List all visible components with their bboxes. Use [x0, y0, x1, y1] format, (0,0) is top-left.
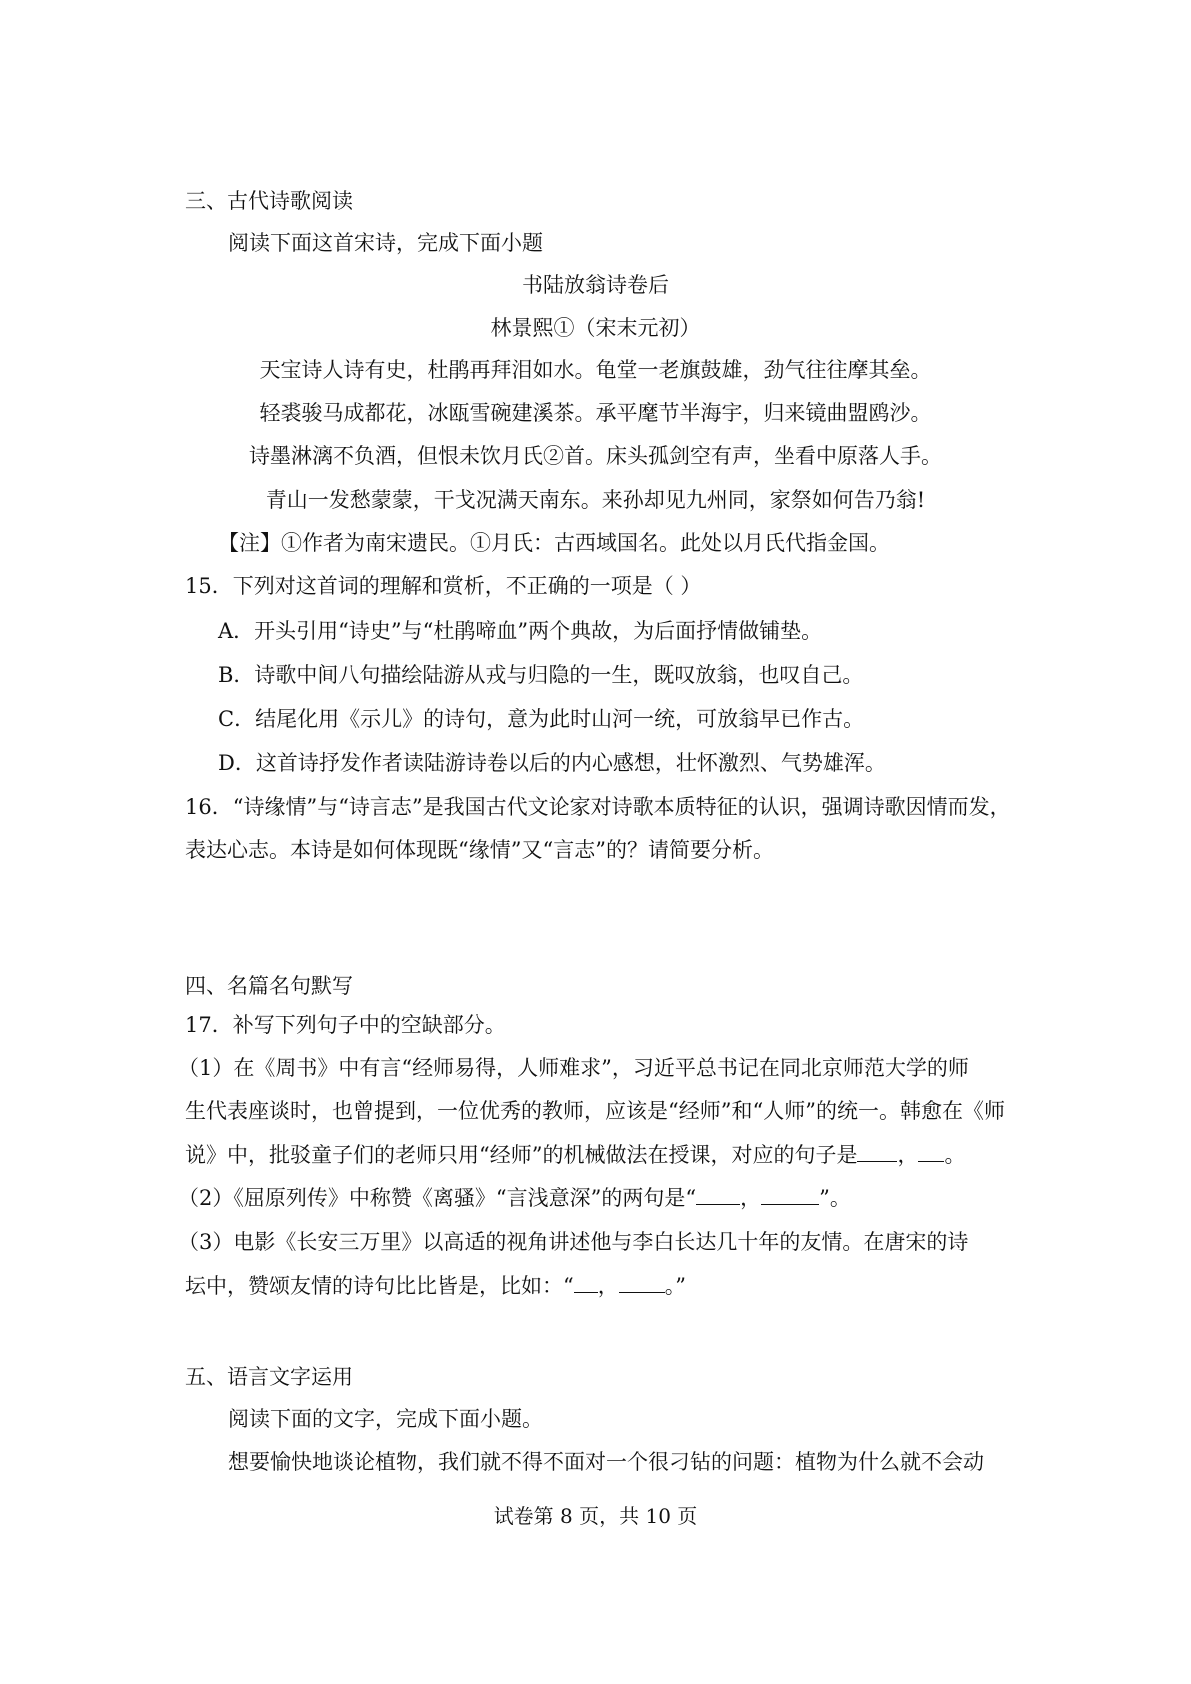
poem-line: 轻裘骏马成都花，冰瓯雪碗建溪茶。承平麾节半海宇，归来镜曲盟鸥沙。 — [259, 401, 932, 425]
question-17-part3-line — [185, 1272, 686, 1300]
poem-line: 诗墨淋漓不负酒，但恨未饮月氏②首。床头孤剑空有声，坐看中原落人手。 — [249, 444, 942, 468]
question-15-option-c: C．结尾化用《示儿》的诗句，意为此时山河一统，可放翁早已作古。 — [218, 707, 865, 731]
quote-open: “ — [563, 1274, 574, 1298]
question-17-part3-line: （3）电影《长安三万里》以高适的视角讲述他与李白长达几十年的友情。在唐宋的诗 — [178, 1230, 969, 1254]
answer-blank[interactable] — [857, 1141, 897, 1162]
separator: 。 — [944, 1143, 966, 1167]
quote-close: ”。 — [819, 1186, 851, 1210]
question-17-part2-line — [178, 1184, 851, 1212]
section-intro: 阅读下面这首宋诗，完成下面小题 — [228, 231, 543, 255]
question-17-part1-line: （1）在《周书》中有言“经师易得，人师难求”，习近平总书记在同北京师范大学的师 — [178, 1056, 969, 1080]
question-17-part3-text: 坛中，赞颂友情的诗句比比皆是，比如： — [185, 1274, 563, 1298]
section-heading-poetry: 三、古代诗歌阅读 — [185, 189, 353, 213]
question-15-option-a: A．开头引用“诗史”与“杜鹃啼血”两个典故，为后面抒情做铺垫。 — [218, 619, 823, 643]
question-16-line: 16．“诗缘情”与“诗言志”是我国古代文论家对诗歌本质特征的认识，强调诗歌因情而发， — [185, 795, 1011, 819]
question-15-option-b: B．诗歌中间八句描绘陆游从戎与归隐的一生，既叹放翁，也叹自己。 — [218, 663, 864, 687]
separator: ， — [597, 1274, 619, 1298]
question-16-line: 表达心志。本诗是如何体现既“缘情”又“言志”的？请简要分析。 — [185, 838, 774, 862]
page-footer: 试卷第 8 页，共 10 页 — [493, 1504, 698, 1528]
section-heading-recitation: 四、名篇名句默写 — [185, 974, 353, 998]
question-17-part1-line — [185, 1141, 965, 1169]
question-15-option-d: D．这首诗抒发作者读陆游诗卷以后的内心感想，壮怀激烈、气势雄浑。 — [218, 751, 886, 775]
poem-line: 天宝诗人诗有史，杜鹃再拜泪如水。龟堂一老旗鼓雄，劲气往往摩其垒。 — [259, 358, 932, 382]
answer-blank[interactable] — [574, 1272, 598, 1293]
quote-close: 。” — [664, 1274, 686, 1298]
poem-author: 林景熙①（宋末元初） — [490, 316, 701, 340]
poem-title: 书陆放翁诗卷后 — [522, 273, 669, 297]
section-intro: 阅读下面的文字，完成下面小题。 — [228, 1407, 543, 1431]
separator: ， — [740, 1186, 762, 1210]
passage-line: 想要愉快地谈论植物，我们就不得不面对一个很刁钻的问题：植物为什么就不会动 — [228, 1450, 984, 1474]
poem-line: 青山一发愁蒙蒙，干戈况满天南东。来孙却见九州同，家祭如何告乃翁! — [265, 488, 926, 512]
answer-blank[interactable] — [696, 1184, 740, 1205]
question-17-stem: 17．补写下列句子中的空缺部分。 — [185, 1013, 506, 1037]
answer-blank[interactable] — [761, 1184, 819, 1205]
section-heading-language: 五、语言文字运用 — [185, 1365, 353, 1389]
poem-note: 【注】①作者为南宋遗民。①月氏：古西域国名。此处以月氏代指金国。 — [218, 531, 890, 555]
answer-blank[interactable] — [619, 1272, 665, 1293]
quote-open: “ — [685, 1186, 697, 1210]
question-15-stem: 15．下列对这首词的理解和赏析，不正确的一项是（ ） — [185, 574, 702, 598]
answer-blank[interactable] — [918, 1141, 944, 1162]
question-17-part1-text: 说》中，批驳童子们的老师只用“经师”的机械做法在授课，对应的句子是 — [185, 1143, 858, 1167]
question-17-part1-line: 生代表座谈时，也曾提到，一位优秀的教师，应该是“经师”和“人师”的统一。韩愈在《师 — [185, 1099, 1005, 1123]
separator: ， — [897, 1143, 919, 1167]
question-17-part2-text: （2）《屈原列传》中称赞《离骚》“言浅意深”的两句是 — [178, 1186, 686, 1210]
